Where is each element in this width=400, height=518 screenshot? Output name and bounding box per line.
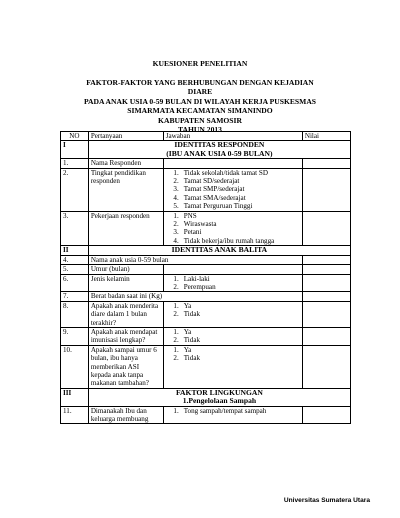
section-title: [88, 141, 350, 159]
row-number: 4.: [61, 255, 89, 264]
answer-cell: [163, 265, 302, 274]
title-line: KABUPATEN SAMOSIR: [158, 115, 242, 125]
score-cell: [302, 159, 350, 168]
table-row: [61, 345, 351, 388]
question-text: Nama Responden: [88, 159, 163, 168]
question-text: Berat badan saat ini (Kg): [88, 292, 302, 301]
row-number: 7.: [61, 292, 89, 301]
table-row: [61, 211, 351, 246]
row-number: 1.: [61, 159, 89, 168]
score-cell: [302, 168, 350, 211]
answer-options: [166, 328, 300, 345]
section-row: [61, 388, 351, 406]
answer-option: 1. Tidak sekolah/tidak tamat SD: [173, 168, 268, 177]
row-number: 10.: [61, 345, 89, 388]
footer-watermark: Universitas Sumatera Utara: [283, 497, 370, 504]
title-line: FAKTOR-FAKTOR YANG BERHUBUNGAN DENGAN KEJADIAN: [86, 78, 314, 87]
score-cell: [302, 292, 350, 301]
research-title: [40, 78, 360, 134]
question-text: Jenis kelamin: [88, 274, 163, 292]
row-number: 9.: [61, 327, 89, 345]
question-text: Apakah anak mendapat imunisasi lengkap?: [88, 327, 163, 345]
row-number: 6.: [61, 274, 89, 292]
section-subtitle: (IBU ANAK USIA 0-59 BULAN): [166, 148, 273, 158]
answer-options: [166, 302, 300, 319]
question-text: Pekerjaan responden: [88, 211, 163, 246]
answer-option: 3. Tamat SMP/sederajat: [173, 185, 245, 194]
questionnaire-table: [60, 131, 351, 424]
section-title: [88, 388, 350, 406]
column-header-answer: Jawaban: [163, 132, 302, 141]
table-header-row: [61, 132, 351, 141]
question-text: Umur (bulan): [88, 265, 163, 274]
answer-option: 2. Tidak: [173, 354, 201, 363]
section-title-text: FAKTOR LINGKUNGAN: [175, 388, 263, 397]
answer-option: 1. Tong sampah/tempat sampah: [173, 406, 267, 415]
table-row: [61, 265, 351, 274]
score-cell: [302, 327, 350, 345]
score-cell: [302, 406, 350, 424]
table-row: [61, 301, 351, 327]
question-text: Apakah sampai umur 6 bulan, ibu hanya memberikan ASI kepada anak tanpa makanan tambahan?: [88, 345, 163, 388]
answer-option: 4. Tamat SMA/sederajat: [173, 193, 246, 202]
answer-option: 2. Perempuan: [173, 282, 216, 291]
table-row: [61, 327, 351, 345]
answer-option: 2. Wiraswasta: [173, 220, 217, 229]
table-row: [61, 255, 351, 264]
column-header-question: Pertanyaan: [88, 132, 163, 141]
section-title-text: IDENTITAS RESPONDEN: [174, 140, 265, 150]
column-header-no: NO: [61, 132, 89, 141]
section-row: [61, 246, 351, 255]
question-text: Nama anak usia 0-59 bulan: [88, 255, 302, 264]
table-row: [61, 168, 351, 211]
answer-cell: [163, 159, 302, 168]
score-cell: [302, 301, 350, 327]
score-cell: [302, 211, 350, 246]
question-text: Apakah anak menderita diare dalam 1 bulan terakhir?: [88, 301, 163, 327]
row-number: 2.: [61, 168, 89, 211]
answer-option: 3. Petani: [173, 228, 202, 237]
answer-cell: [163, 406, 302, 424]
score-cell: [302, 265, 350, 274]
section-subtitle: 1.Pengelolaan Sampah: [182, 396, 257, 406]
title-line: PADA ANAK USIA 0-59 BULAN DI WILAYAH KERJA PUSKESMAS: [83, 96, 317, 106]
answer-option: 1. Ya: [173, 327, 192, 336]
answer-cell: [163, 274, 302, 292]
score-cell: [302, 274, 350, 292]
table-row: [61, 406, 351, 424]
row-number: 3.: [61, 211, 89, 246]
row-number: 5.: [61, 265, 89, 274]
table-row: [61, 292, 351, 301]
table-row: [61, 159, 351, 168]
answer-options: [166, 275, 300, 292]
answer-option: 2. Tidak: [173, 336, 201, 345]
row-number: 11.: [61, 406, 89, 424]
score-cell: [302, 255, 350, 264]
title-line: DIARE: [187, 87, 213, 97]
section-number: III: [61, 388, 89, 406]
answer-option: 1. PNS: [173, 211, 197, 220]
question-text: Dimanakah Ibu dan keluarga membuang: [88, 406, 163, 424]
section-number: II: [61, 246, 89, 255]
answer-option: 1. Ya: [173, 301, 192, 310]
answer-option: 1. Ya: [173, 345, 192, 354]
answer-cell: [163, 345, 302, 388]
answer-options: [166, 169, 300, 211]
answer-option: 1. Laki-laki: [173, 274, 210, 283]
answer-cell: [163, 327, 302, 345]
answer-options: [166, 346, 300, 363]
section-number: I: [61, 141, 89, 159]
title-line: SIMARMATA KECAMATAN SIMANINDO: [127, 106, 273, 116]
answer-options: [166, 407, 300, 415]
answer-cell: [163, 168, 302, 211]
answer-option: 2. Tamat SD/sederajat: [173, 177, 240, 186]
row-number: 8.: [61, 301, 89, 327]
column-header-score: Nilai: [302, 132, 350, 141]
answer-option: 4. Tidak bekerja/ibu rumah tangga: [173, 236, 275, 245]
questionnaire-title: [40, 59, 360, 68]
section-row: [61, 141, 351, 159]
answer-cell: [163, 211, 302, 246]
section-title: IDENTITAS ANAK BALITA: [88, 246, 350, 255]
answer-options: [166, 212, 300, 246]
title-text: KUESIONER PENELITIAN: [152, 59, 248, 68]
score-cell: [302, 345, 350, 388]
answer-option: 2. Tidak: [173, 310, 201, 319]
title-line: TAHUN 2013: [178, 125, 222, 135]
answer-cell: [163, 301, 302, 327]
answer-option: 5. Tamat Perguruan Tinggi: [173, 202, 253, 211]
question-text: Tingkat pendidikan responden: [88, 168, 163, 211]
table-row: [61, 274, 351, 292]
